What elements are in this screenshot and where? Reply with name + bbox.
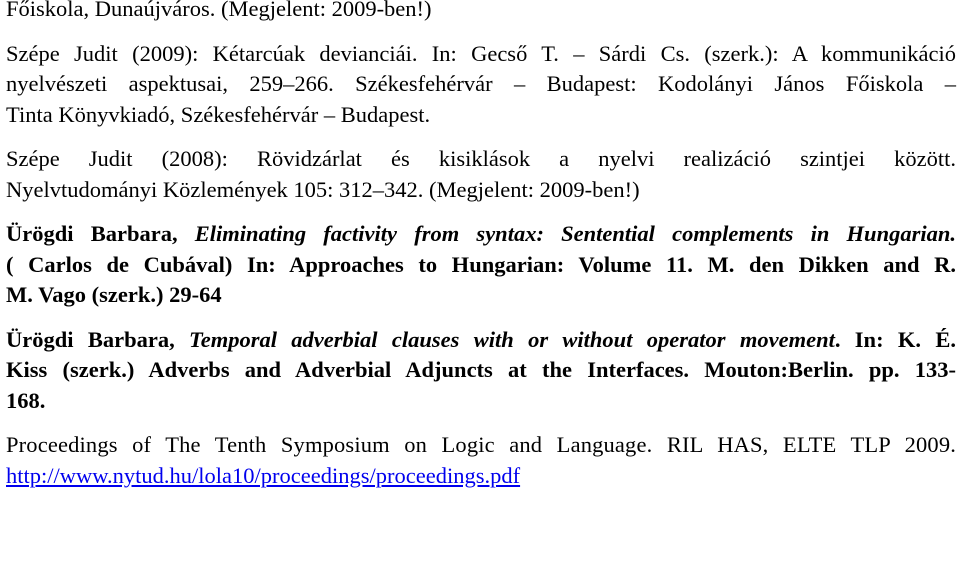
reference-title: Temporal adverbial clauses with or without operator movement	[189, 326, 835, 352]
reference-text: Tinta Könyvkiadó, Székesfehérvár – Budapest.	[6, 101, 431, 127]
reference-text: nyelvészeti aspektusai, 259–266. Székesfehérvár – Budapest: Kodolányi János Főiskola –	[6, 71, 956, 96]
reference-text: Kiss (szerk.) Adverbs and Adverbial Adjuncts at the Interfaces. Mouton:Berlin. pp. 133-	[6, 357, 956, 382]
reference-text: Nyelvtudományi Közlemények 105: 312–342. (Megjelent: 2009-ben!)	[6, 176, 640, 202]
reference-line	[6, 325, 956, 356]
reference-text: Proceedings of The Tenth Symposium on Logic and Language. RIL HAS, ELTE TLP 2009.	[6, 432, 956, 457]
reference-text: Szépe Judit (2008): Rövidzárlat és kisiklások a nyelvi realizáció szintjei között.	[6, 146, 956, 171]
proceedings-link[interactable]: http://www.nytud.hu/lola10/proceedings/proceedings.pdf	[6, 462, 521, 488]
reference-entry-1	[6, 0, 956, 25]
reference-text: ( Carlos de Cubával) In: Approaches to Hungarian: Volume 11. M. den Dikken and R.	[6, 251, 956, 277]
reference-text: Szépe Judit (2009): Kétarcúak devianciái. In: Gecső T. – Sárdi Cs. (szerk.): A kommunikáció	[6, 40, 956, 66]
reference-line	[6, 219, 956, 250]
reference-text: . In: K. É.	[834, 326, 956, 352]
reference-author: Ürögdi Barbara,	[6, 326, 190, 352]
reference-text: 168.	[6, 387, 46, 413]
reference-text: M. Vago (szerk.) 29-64	[6, 282, 222, 307]
reference-entry-2	[6, 39, 956, 131]
reference-list	[6, 0, 956, 505]
reference-author: Ürögdi Barbara,	[6, 221, 195, 246]
reference-entry-5	[6, 325, 956, 417]
reference-entry-6	[6, 430, 956, 491]
reference-text: Főiskola, Dunaújváros. (Megjelent: 2009-ben!)	[6, 0, 432, 21]
reference-url-line	[6, 461, 956, 492]
reference-title: Eliminating factivity from syntax: Sentential complements in Hungarian.	[194, 221, 956, 246]
reference-entry-3	[6, 144, 956, 205]
reference-entry-4	[6, 219, 956, 311]
